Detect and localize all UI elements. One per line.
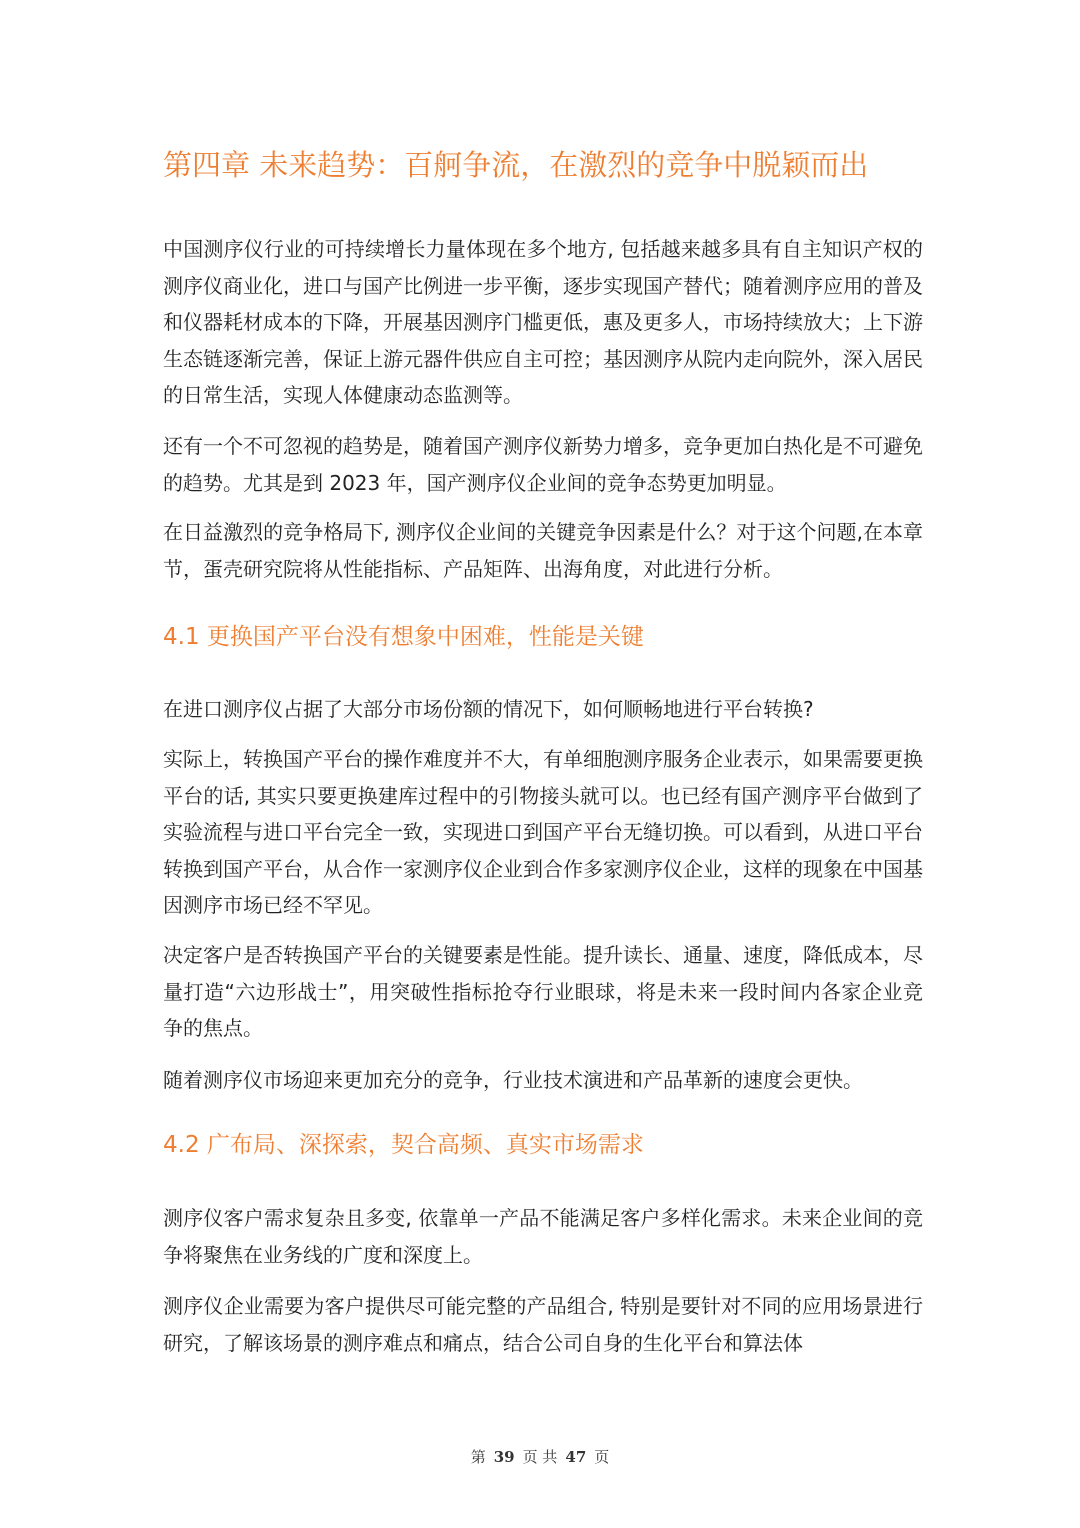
- intro-paragraph-2: 还有一个不可忽视的趋势是，随着国产测序仪新势力增多，竞争更加白热化是不可避免的趋势。尤其是到 2023 年，国产测序仪企业间的竞争态势更加明显。: [163, 434, 923, 495]
- current-page-number: 39: [493, 1448, 515, 1466]
- intro-paragraph-1: 中国测序仪行业的可持续增长力量体现在多个地方, 包括越来越多具有自主知识产权的测序仪商业化，进口与国产比例进一步平衡，逐步实现国产替代；随着测序应用的普及和仪器耗材成本的下降，开展基因测序门槛更低，惠及更多人，市场持续放大；上下游生态链逐渐完善，保证上游元器件供应自主可控；基因测序从院内走向院外，深入居民的日常生活，实现人体健康动态监测等。: [163, 237, 923, 407]
- chapter-title: 第四章 未来趋势：百舸争流，在激烈的竞争中脱颖而出: [163, 148, 869, 182]
- intro-paragraph-3: 在日益激烈的竞争格局下, 测序仪企业间的关键竞争因素是什么？对于这个问题,在本章节，蛋壳研究院将从性能指标、产品矩阵、出海角度，对此进行分析。: [163, 520, 923, 581]
- section-4-1-paragraph-4: 随着测序仪市场迎来更加充分的竞争，行业技术演进和产品革新的速度会更快。: [163, 1068, 863, 1092]
- footer-prefix: 第: [470, 1448, 486, 1466]
- section-4-2-paragraph-2: 测序仪企业需要为客户提供尽可能完整的产品组合, 特别是要针对不同的应用场景进行研究，了解该场景的测序难点和痛点，结合公司自身的生化平台和算法体: [163, 1294, 923, 1355]
- section-4-2-paragraph-1: 测序仪客户需求复杂且多变, 依靠单一产品不能满足客户多样化需求。未来企业间的竞争将聚焦在业务线的广度和深度上。: [163, 1206, 923, 1267]
- section-4-2-title: 4.2 广布局、深探索，契合高频、真实市场需求: [163, 1132, 644, 1158]
- section-4-1-title: 4.1 更换国产平台没有想象中困难，性能是关键: [163, 624, 644, 650]
- total-pages-number: 47: [565, 1448, 587, 1466]
- section-4-1-paragraph-2: 实际上，转换国产平台的操作难度并不大，有单细胞测序服务企业表示，如果需要更换平台的话, 其实只要更换建库过程中的引物接头就可以。也已经有国产测序平台做到了实验流程与进口平台完全一致，实现进口到国产平台无缝切换。可以看到，从进口平台转换到国产平台，从合作一家测序仪企业到合作多家测序仪企业，这样的现象在中国基因测序市场已经不罕见。: [163, 747, 923, 917]
- section-4-1-paragraph-1: 在进口测序仪占据了大部分市场份额的情况下，如何顺畅地进行平台转换?: [163, 697, 814, 721]
- section-4-1-paragraph-3: 决定客户是否转换国产平台的关键要素是性能。提升读长、通量、速度，降低成本，尽量打造“六边形战士”，用突破性指标抢夺行业眼球，将是未来一段时间内各家企业竞争的焦点。: [163, 943, 923, 1040]
- footer-middle: 页 共: [522, 1448, 558, 1466]
- footer-suffix: 页: [594, 1448, 610, 1466]
- page-footer: [0, 1446, 1080, 1467]
